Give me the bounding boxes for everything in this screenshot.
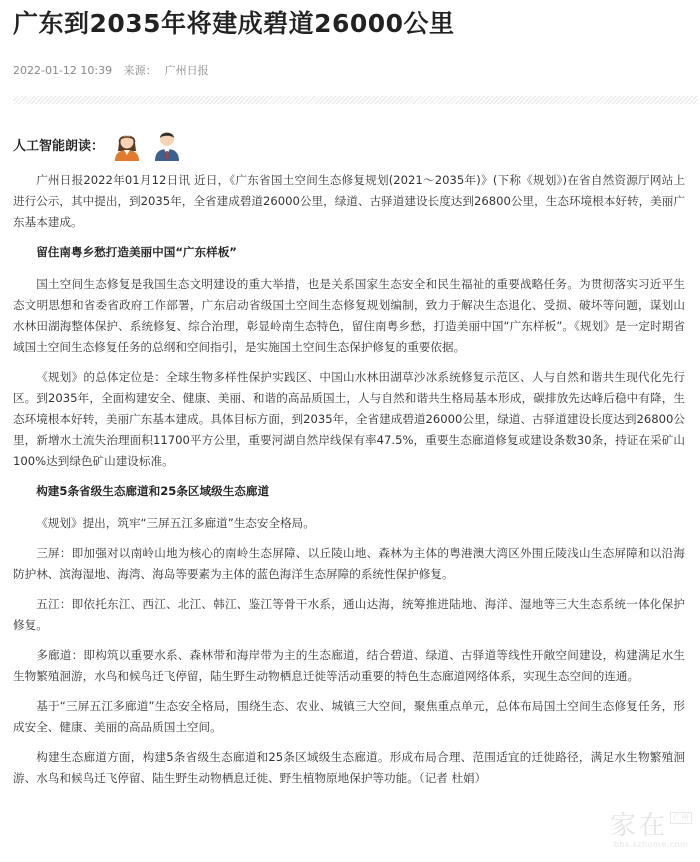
female-voice-icon[interactable] <box>112 127 142 161</box>
paragraph: 基于“三屏五江多廊道”生态安全格局，围绕生态、农业、城镇三大空间，聚焦重点单元，总体布局国土空间生态修复任务，形成安全、健康、美丽的高品质国土空间。 <box>13 699 685 734</box>
paragraph: 《规划》提出，筑牢“三屏五江多廊道”生态安全格局。 <box>36 516 315 530</box>
article-meta <box>13 64 217 78</box>
article-title: 广东到2035年将建成碧道26000公里 <box>13 9 455 38</box>
paragraph: 国土空间生态修复是我国生态文明建设的重大举措，也是关系国家生态安全和民生福祉的重要战略任务。为贯彻落实习近平生态文明思想和省委省政府工作部署，广东启动省级国土空间生态修复规划编制，致力于解决生态退化、受损、破坏等问题，谋划山水林田湖海整体保护、系统修复、综合治理，彰显岭南生态特色，留住南粤乡愁，打造美丽中国“广东样板”。《规划》是一定时期省域国土空间生态修复任务的总纲和空间指引，是实施国土空间生态保护修复的重要依据。 <box>13 277 685 354</box>
source-label: 来源： <box>123 64 157 77</box>
title-divider <box>13 96 698 104</box>
watermark-url: bbs.szhome.com <box>613 840 689 849</box>
ai-reader-label: 人工智能朗读： <box>13 138 105 154</box>
paragraph: 构建生态廊道方面，构建5条省级生态廊道和25条区域级生态廊道。形成布局合理、范围适宜的迁徙路径，满足水生物繁殖洄游、水鸟和候鸟迁飞停留、陆生野生动物栖息迁徙、野生植物原地保护等功能。（记者 杜娟） <box>13 750 685 785</box>
ai-reader-bar <box>13 127 192 161</box>
male-voice-icon[interactable] <box>152 127 182 161</box>
paragraph: 三屏：即加强对以南岭山地为核心的南岭生态屏障、以丘陵山地、森林为主体的粤港澳大湾区外围丘陵浅山生态屏障和以沿海防护林、滨海湿地、海湾、海岛等要素为主体的蓝色海洋生态屏障的系统性保护修复。 <box>13 546 685 581</box>
publish-date: 2022-01-12 10:39 <box>13 64 113 77</box>
paragraph: 《规划》的总体定位是：全球生物多样性保护实践区、中国山水林田湖草沙冰系统修复示范区、人与自然和谐共生现代化先行区。到2035年，全面构建安全、健康、美丽、和谐的高品质国土，人与自然和谐共生格局基本形成，碳排放先达峰后稳中有降，生态环境根本好转，美丽广东基本建成。具体目标方面，到2035年，全省建成碧道26000公里，绿道、古驿道建设长度达到26800公里，新增水土流失治理面积11700平方公里，重要河湖自然岸线保有率47.5%，重要生态廊道修复或建设条数30条，持证在采矿山100%达到绿色矿山建设标准。 <box>13 370 685 468</box>
watermark-text: 家在 <box>609 811 668 841</box>
paragraph: 五江：即依托东江、西江、北江、韩江、鉴江等骨干水系，通山达海，统筹推进陆地、海洋、湿地等三大生态系统一体化保护修复。 <box>13 597 685 632</box>
article-body <box>13 170 685 798</box>
paragraph-intro: 广州日报2022年01月12日讯 近日，《广东省国土空间生态修复规划(2021～2035年)》(下称《规划》)在省自然资源厅网站上进行公示，其中提出，到2035年，全省建成碧道26000公里，绿道、古驿道建设长度达到26800公里，生态环境根本好转，美丽广东基本建成。 <box>13 173 685 229</box>
source-name: 广州日报 <box>164 64 209 77</box>
section-heading: 留住南粤乡愁打造美丽中国“广东样板” <box>36 245 237 259</box>
watermark-badge: 广州 <box>670 812 692 824</box>
site-watermark <box>610 812 692 850</box>
paragraph: 多廊道：即构筑以重要水系、森林带和海岸带为主的生态廊道，结合碧道、绿道、古驿道等线性开敞空间建设，构建满足水生生物繁殖洄游，水鸟和候鸟迁飞停留，陆生野生动物栖息迁徙等活动重要的特色生态廊道网络体系，实现生态空间的连通。 <box>13 648 685 683</box>
section-heading: 构建5条省级生态廊道和25条区域级生态廊道 <box>36 484 270 498</box>
